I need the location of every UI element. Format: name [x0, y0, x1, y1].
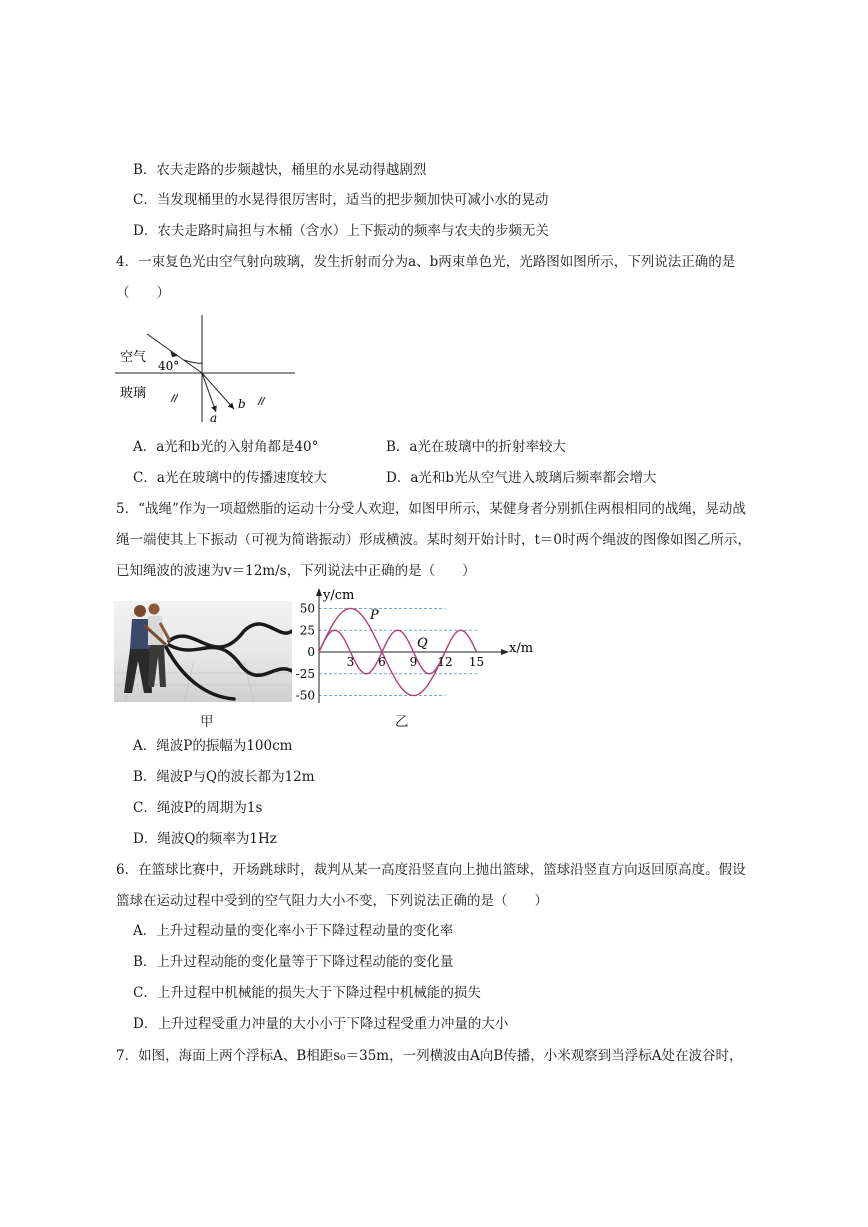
y-tick-label: 50 [299, 601, 315, 616]
q4-option-d: D．a光和b光从空气进入玻璃后频率都会增大 [386, 470, 657, 486]
angle-label: 40° [158, 359, 180, 373]
x-tick-label: 15 [468, 655, 485, 669]
x-axis-label: x/m [509, 641, 534, 656]
ray-b [202, 373, 234, 409]
wave-chart [292, 584, 542, 709]
q5-stem-line3: 已知绳波的波速为v＝12m/s，下列说法中正确的是（ ） [116, 563, 476, 579]
ray-a [202, 373, 216, 412]
q6-option-d: D．上升过程受重力冲量的大小小于下降过程受重力冲量的大小 [133, 1016, 509, 1032]
q5-option-b: B．绳波P与Q的波长都为12m [133, 769, 315, 785]
hatch-right [258, 397, 265, 405]
x-tick-label: 3 [346, 655, 355, 669]
q5-stem-line1: 5．“战绳”作为一项超燃脂的运动十分受人欢迎，如图甲所示，某健身者分别抓住两根相同的战绳，晃动战 [116, 501, 746, 517]
q3-option-c: C．当发现桶里的水晃得很厉害时，适当的把步频加快可减小水的晃动 [133, 192, 549, 208]
q5-option-d: D．绳波Q的频率为1Hz [133, 831, 277, 847]
glass-label: 玻璃 [120, 386, 147, 401]
y-tick-label: -25 [295, 666, 315, 681]
y-tick-label: 0 [307, 645, 315, 659]
q4-option-a: A．a光和b光的入射角都是40° [133, 439, 319, 455]
q6-stem-line1: 6．在篮球比赛中，开场跳球时，裁判从某一高度沿竖直向上抛出篮球，篮球沿竖直方向返回原高度。假设 [116, 862, 746, 878]
series-p-label: P [370, 608, 379, 623]
refraction-diagram [110, 312, 310, 432]
q5-stem-line2: 绳一端使其上下振动（可视为简谐振动）形成横波。某时刻开始计时，t＝0时两个绳波的图像如图乙所示， [116, 532, 752, 548]
q4-stem-line1: 4．一束复色光由空气射向玻璃，发生折射而分为a、b两束单色光，光路图如图所示，下列说法正确的是 [116, 254, 736, 270]
hatch-left [171, 394, 178, 402]
q6-option-c: C．上升过程中机械能的损失大于下降过程中机械能的损失 [133, 985, 481, 1001]
q5-option-a: A．绳波P的振幅为100cm [133, 738, 293, 754]
x-tick-label: 12 [437, 655, 453, 669]
q4-option-b: B．a光在玻璃中的折射率较大 [386, 439, 566, 455]
caption-yi: 乙 [395, 714, 409, 730]
q4-stem-line2: （ ） [116, 285, 170, 301]
air-label: 空气 [120, 350, 147, 365]
battle-rope-photo [114, 601, 292, 702]
y-tick-label: 25 [299, 623, 315, 638]
q7-stem-line1: 7．如图，海面上两个浮标A、B相距s₀＝35m，一列横波由A向B传播，小米观察到当浮标A处在波谷时， [116, 1048, 743, 1064]
q5-option-c: C．绳波P的周期为1s [133, 800, 263, 816]
q3-option-b: B．农夫走路的步频越快，桶里的水晃动得越剧烈 [133, 162, 427, 178]
q6-option-a: A．上升过程动量的变化率小于下降过程动量的变化率 [133, 923, 454, 939]
x-tick-label: 6 [378, 655, 386, 669]
series-q-label: Q [417, 636, 428, 651]
y-tick-label: -50 [295, 688, 315, 703]
ray-a-label: a [210, 411, 218, 425]
q4-option-c: C．a光在玻璃中的传播速度较大 [133, 470, 327, 486]
y-axis-label: y/cm [323, 588, 355, 603]
ray-b-label: b [238, 397, 246, 411]
q3-option-d: D．农夫走路时扁担与木桶（含水）上下振动的频率与农夫的步频无关 [133, 223, 549, 239]
caption-jia: 甲 [200, 714, 214, 730]
q6-option-b: B．上升过程动能的变化量等于下降过程动能的变化量 [133, 954, 454, 970]
q6-stem-line2: 篮球在运动过程中受到的空气阻力大小不变，下列说法正确的是（ ） [116, 893, 548, 909]
x-tick-label: 9 [409, 655, 418, 669]
